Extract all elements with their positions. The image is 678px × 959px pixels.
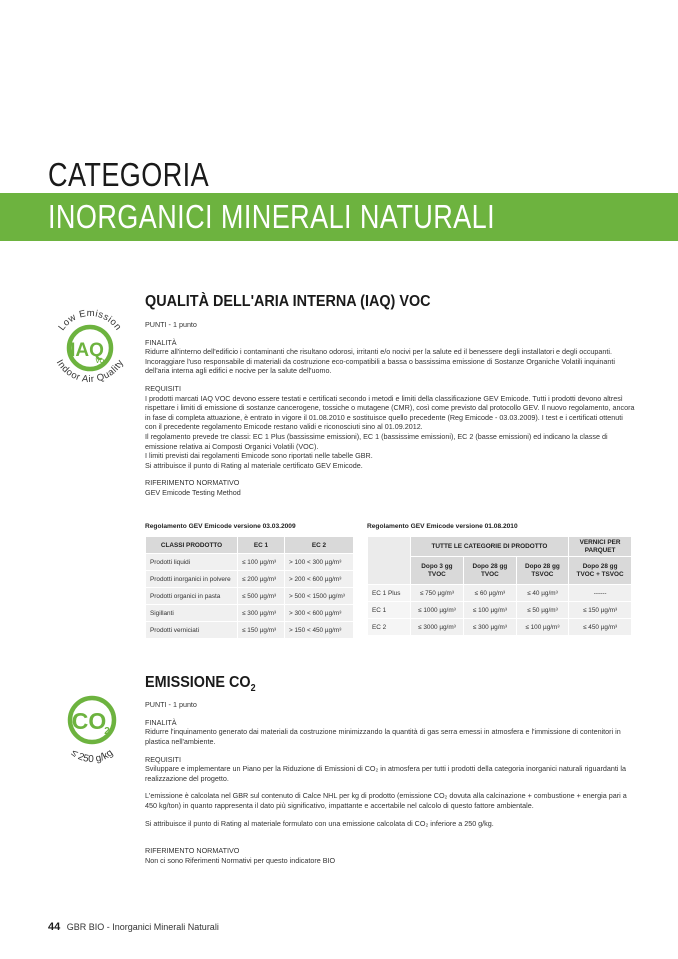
- table-cell: ≤ 750 µg/m³: [410, 585, 463, 602]
- iaq-logo-ring-bottom: Indoor Air Quality: [53, 357, 127, 386]
- table-cell: > 100 < 300 µg/m³: [285, 554, 354, 571]
- co2-rif-text: Non ci sono Riferimenti Normativi per questo indicatore BIO: [145, 855, 336, 865]
- co2-section: [145, 674, 635, 865]
- iaq-requisiti-text: I prodotti marcati IAQ VOC devono essere testati e certificati secondo i metodi e limiti della classificazione GEV Emicode. Tutti i prodotti devono altresì rispettare i limiti di emissione di sostanze cancerogene, tossiche o mutagene (CMR), così come previsto dal protocollo GEV. Il nuovo regolamento, ancora in fase di completa attuazione, è entrato in vigore il 01.08.2010 e sostituisce quello precedente (Reg Emicode - 03.03.2009). I test e i certificati ottenuti con il precedente regolamento Emicode restano validi e riconosciuti sino al 01.09.2012.: [145, 393, 635, 432]
- table-header: Dopo 28 gg TVOC: [464, 557, 517, 585]
- co2-title: [145, 674, 586, 694]
- table-cell: ≤ 50 µg/m³: [516, 602, 569, 619]
- co2-title-text: EMISSIONE CO: [145, 674, 251, 691]
- iaq-points: PUNTI - 1 punto: [145, 320, 197, 329]
- table-group-header: TUTTE LE CATEGORIE DI PRODOTTO: [410, 537, 568, 557]
- table-group-header: VERNICI PER PARQUET: [569, 537, 632, 557]
- iaq-requisiti-text-3: I limiti previsti dai regolamenti Emicode sono riportati nelle tabelle GBR.: [145, 451, 373, 461]
- table-cell: ≤ 40 µg/m³: [516, 585, 569, 602]
- co2-finalita-label: FINALITÀ: [145, 717, 177, 727]
- table1-caption: Regolamento GEV Emicode versione 03.03.2009: [145, 523, 296, 530]
- category-subtitle: INORGANICI MINERALI NATURALI: [48, 198, 496, 235]
- table-row: [146, 622, 354, 639]
- iaq-title: QUALITÀ DELL'ARIA INTERNA (IAQ) VOC: [145, 293, 431, 310]
- co2-finalita-text: Ridurre l'inquinamento generato dai materiali da costruzione minimizzando la quantità di gas serra emessi in atmosfera e l'immissione di contenitori in plastica nell'ambiente.: [145, 727, 621, 746]
- table-row: [146, 605, 354, 622]
- table-row: [146, 571, 354, 588]
- table-cell: ≤ 3000 µg/m³: [410, 619, 463, 636]
- co2-logo: [52, 684, 132, 764]
- table-header: CLASSI PRODOTTO: [146, 537, 238, 554]
- table-cell: ≤ 300 µg/m³: [464, 619, 517, 636]
- table-row: [368, 602, 632, 619]
- table-cell: > 500 < 1500 µg/m³: [285, 588, 354, 605]
- table-cell: EC 1: [368, 602, 411, 619]
- co2-logo-sub: 2: [104, 726, 110, 737]
- table-cell: ≤ 100 µg/m³: [238, 554, 285, 571]
- table-cell: Prodotti inorganici in polvere: [146, 571, 238, 588]
- co2-points: PUNTI - 1 punto: [145, 700, 197, 710]
- iaq-rif-text: GEV Emicode Testing Method: [145, 487, 241, 497]
- table-cell: > 200 < 600 µg/m³: [285, 571, 354, 588]
- table-row: [368, 619, 632, 636]
- table-cell: Sigillanti: [146, 605, 238, 622]
- table-cell: > 300 < 600 µg/m³: [285, 605, 354, 622]
- category-title: CATEGORIA: [48, 156, 210, 193]
- iaq-requisiti-text-4: Si attribuisce il punto di Rating al materiale certificato GEV Emicode.: [145, 460, 363, 470]
- co2-rif-label: RIFERIMENTO NORMATIVO: [145, 846, 240, 856]
- co2-requisiti-label: REQUISITI: [145, 754, 181, 764]
- table-row: [146, 588, 354, 605]
- table-row: [146, 554, 354, 571]
- page-number: 44: [48, 921, 61, 933]
- svg-text:≤ 250 g/kg: [69, 748, 115, 764]
- table-cell: ≤ 150 µg/m³: [238, 622, 285, 639]
- iaq-voc-logo: [44, 300, 136, 392]
- table-cell: ≤ 100 µg/m³: [464, 602, 517, 619]
- table-header: Dopo 28 gg TVOC + TSVOC: [569, 557, 632, 585]
- table-cell: ≤ 300 µg/m³: [238, 605, 285, 622]
- table-row: [368, 585, 632, 602]
- table-cell: ≤ 450 µg/m³: [569, 619, 632, 636]
- table1: [145, 536, 354, 639]
- table-header-row: [368, 537, 632, 557]
- iaq-finalita-label: FINALITÀ: [145, 337, 177, 347]
- table-header: EC 2: [285, 537, 354, 554]
- table-header: Dopo 3 gg TVOC: [410, 557, 463, 585]
- co2-requisiti-text: Sviluppare e implementare un Piano per la Riduzione di Emissioni di CO₂ in atmosfera per tutti i prodotti della categoria inorganici naturali riguardanti la realizzazione del progetto.: [145, 764, 627, 783]
- iaq-requisiti-text-2: Il regolamento prevede tre classi: EC 1 Plus (bassissime emissioni), EC 1 (bassissime emissioni), EC 2 (basse emissioni) ed indicano la classe di emissione relativa ai Composti Organici Volatili (VOC).: [145, 431, 608, 451]
- table-cell: Prodotti liquidi: [146, 554, 238, 571]
- table-header-empty: [368, 537, 411, 585]
- table-cell: ≤ 1000 µg/m³: [410, 602, 463, 619]
- iaq-section: [145, 293, 635, 498]
- table-cell: Prodotti verniciati: [146, 622, 238, 639]
- table2: [367, 536, 632, 636]
- table-cell: ≤ 100 µg/m³: [516, 619, 569, 636]
- table2-caption: Regolamento GEV Emicode versione 01.08.2010: [367, 523, 518, 530]
- co2-title-sub: 2: [250, 683, 256, 695]
- table-cell: > 150 < 450 µg/m³: [285, 622, 354, 639]
- iaq-requisiti-label: REQUISITI: [145, 383, 181, 393]
- table-cell: ------: [569, 585, 632, 602]
- svg-text:Indoor Air Quality: [54, 358, 126, 385]
- iaq-logo-ring-top: Low Emission: [56, 307, 124, 333]
- table-header: EC 1: [238, 537, 285, 554]
- iaq-rif-label: RIFERIMENTO NORMATIVO: [145, 478, 240, 488]
- co2-rating-text: Si attribuisce il punto di Rating al materiale formulato con una emissione calcolata di CO₂ inferiore a 250 g/kg.: [145, 818, 494, 828]
- table-cell: EC 1 Plus: [368, 585, 411, 602]
- table-cell: Prodotti organici in pasta: [146, 588, 238, 605]
- iaq-logo-text: IAQ: [70, 340, 104, 361]
- iaq-logo-voc: VOC: [95, 359, 109, 365]
- table-cell: EC 2: [368, 619, 411, 636]
- page-footer: [48, 921, 219, 933]
- iaq-finalita-text: Ridurre all'interno dell'edificio i contaminanti che risultano odorosi, irritanti e/o nocivi per la salute ed il benessere degli installatori e degli occupanti. Incoraggiare l'uso responsabile di materiali da costruzione eco-compatibili a bassa o bassissima emissione di Sostanze Organiche Volatili inquinanti dell'aria interna agli edifici e nocive per la salute dell'uomo.: [145, 347, 616, 376]
- table-cell: ≤ 500 µg/m³: [238, 588, 285, 605]
- co2-calc-text: L'emissione è calcolata nel GBR sul contenuto di Calce NHL per kg di prodotto (emissione CO₂ dovuta alla calcinazione + combustione + energia pari a 450 kg/ton) in quanto rappresenta il dato più significativo, impattante e accertabile nel calcolo di questo fattore ambientale.: [145, 791, 627, 810]
- co2-logo-ring: ≤ 250 g/kg: [68, 747, 116, 764]
- table-header-row: [146, 537, 354, 554]
- table-cell: ≤ 150 µg/m³: [569, 602, 632, 619]
- table-cell: ≤ 60 µg/m³: [464, 585, 517, 602]
- table-header: Dopo 28 gg TSVOC: [516, 557, 569, 585]
- co2-logo-text: CO: [71, 708, 107, 734]
- footer-text: GBR BIO - Inorganici Minerali Naturali: [66, 922, 219, 932]
- table-cell: ≤ 200 µg/m³: [238, 571, 285, 588]
